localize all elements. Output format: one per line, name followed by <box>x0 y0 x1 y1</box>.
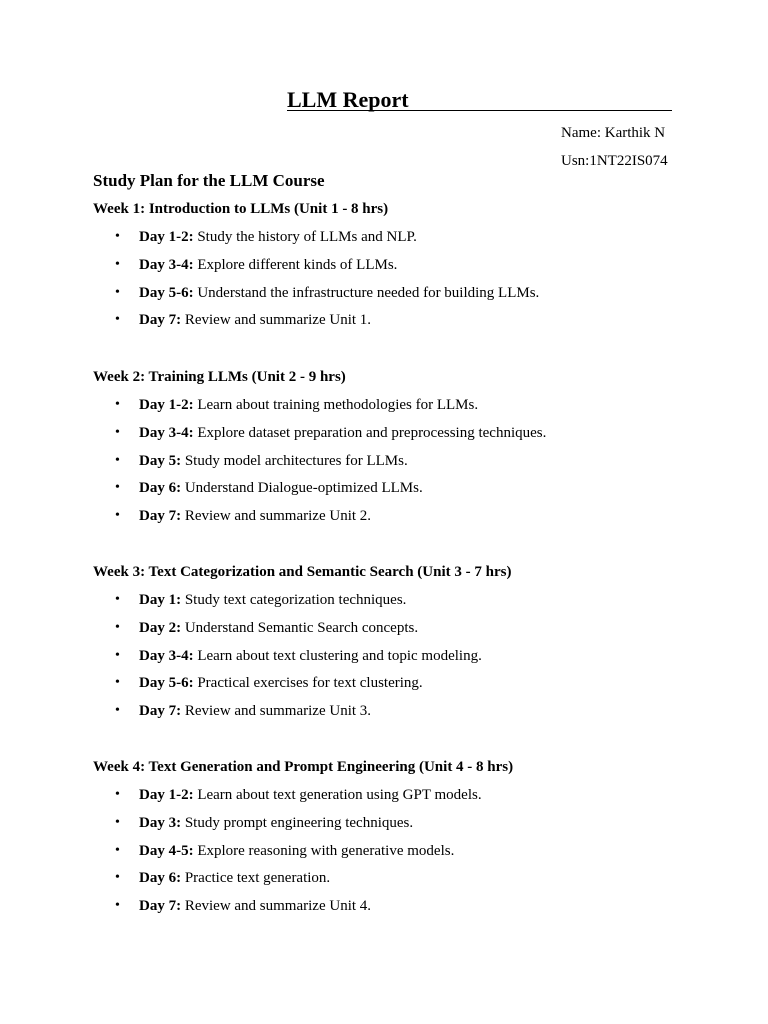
bullet-icon: • <box>115 619 120 635</box>
bullet-icon: • <box>115 424 120 440</box>
list-item <box>0 786 768 814</box>
bullet-icon: • <box>115 592 120 607</box>
bullet-icon: • <box>115 508 120 524</box>
bullet-icon: • <box>115 842 120 858</box>
list-item <box>0 228 768 256</box>
day-description: Study the history of LLMs and NLP. <box>197 229 417 245</box>
bullet-icon: • <box>115 284 120 300</box>
day-label: Day 5: <box>139 452 182 469</box>
day-label: Day 6: <box>139 480 182 497</box>
bullet-icon: • <box>115 452 120 468</box>
bullet-icon: • <box>115 870 120 886</box>
bullet-icon: • <box>115 647 120 663</box>
day-description: Explore reasoning with generative models. <box>197 842 455 859</box>
list-item <box>0 311 768 339</box>
day-description: Understand Dialogue-optimized LLMs. <box>184 480 423 497</box>
list-item <box>0 591 768 619</box>
day-description: Study model architectures for LLMs. <box>184 452 408 469</box>
list-item <box>0 814 768 842</box>
week-4-heading: Week 4: Text Generation and Prompt Engineering (Unit 4 - 8 hrs) <box>93 759 514 775</box>
list-item <box>0 702 768 730</box>
bullet-icon: • <box>115 703 120 719</box>
day-description: Study text categorization techniques. <box>184 592 407 608</box>
list-item <box>0 452 768 480</box>
day-description: Review and summarize Unit 3. <box>184 703 372 720</box>
week-1-heading: Week 1: Introduction to LLMs (Unit 1 - 8 hrs) <box>93 201 389 217</box>
day-label: Day 3: <box>139 814 182 831</box>
bullet-icon: • <box>115 814 120 830</box>
bullet-icon: • <box>115 898 120 914</box>
day-label: Day 4-5: <box>139 842 194 859</box>
week-1-day-list <box>0 228 768 339</box>
bullet-icon: • <box>115 256 120 272</box>
day-label: Day 3-4: <box>139 647 194 664</box>
day-label: Day 3-4: <box>139 424 194 441</box>
bullet-icon: • <box>115 229 120 244</box>
day-description: Understand the infrastructure needed for building LLMs. <box>197 284 540 301</box>
day-label: Day 1: <box>139 592 182 608</box>
week-4-day-list <box>0 786 768 925</box>
day-description: Review and summarize Unit 1. <box>184 312 372 329</box>
day-description: Learn about text generation using GPT models. <box>197 787 482 803</box>
author-usn: Usn:1NT22IS074 <box>561 153 668 169</box>
day-description: Learn about training methodologies for LLMs. <box>197 397 479 413</box>
list-item <box>0 424 768 452</box>
bullet-icon: • <box>115 480 120 496</box>
week-2-day-list <box>0 396 768 535</box>
day-description: Review and summarize Unit 4. <box>184 898 372 915</box>
week-3-day-list <box>0 591 768 730</box>
day-label: Day 7: <box>139 703 182 720</box>
day-label: Day 7: <box>139 312 182 329</box>
bullet-icon: • <box>115 312 120 328</box>
day-description: Practical exercises for text clustering. <box>197 675 423 692</box>
list-item <box>0 897 768 925</box>
day-label: Day 5-6: <box>139 675 194 692</box>
day-label: Day 3-4: <box>139 256 194 273</box>
day-label: Day 6: <box>139 870 182 887</box>
list-item <box>0 284 768 312</box>
day-label: Day 1-2: <box>139 787 194 803</box>
day-description: Practice text generation. <box>184 870 331 887</box>
list-item <box>0 842 768 870</box>
list-item <box>0 256 768 284</box>
bullet-icon: • <box>115 675 120 691</box>
title-underline <box>287 110 672 111</box>
day-label: Day 2: <box>139 619 182 636</box>
list-item <box>0 869 768 897</box>
author-name: Name: Karthik N <box>561 125 666 141</box>
day-description: Explore different kinds of LLMs. <box>197 256 398 273</box>
day-label: Day 7: <box>139 898 182 915</box>
week-2-heading: Week 2: Training LLMs (Unit 2 - 9 hrs) <box>93 369 346 385</box>
day-description: Study prompt engineering techniques. <box>184 814 414 831</box>
day-label: Day 1-2: <box>139 397 194 413</box>
list-item <box>0 674 768 702</box>
list-item <box>0 647 768 675</box>
report-title: LLM Report <box>287 87 409 112</box>
list-item <box>0 396 768 424</box>
title-row <box>0 86 768 116</box>
list-item <box>0 619 768 647</box>
day-label: Day 5-6: <box>139 284 194 301</box>
list-item <box>0 507 768 535</box>
list-item <box>0 479 768 507</box>
bullet-icon: • <box>115 397 120 412</box>
week-3-heading: Week 3: Text Categorization and Semantic Search (Unit 3 - 7 hrs) <box>93 564 512 580</box>
day-description: Understand Semantic Search concepts. <box>184 619 419 636</box>
day-label: Day 7: <box>139 508 182 525</box>
day-description: Learn about text clustering and topic modeling. <box>197 647 482 664</box>
day-label: Day 1-2: <box>139 229 194 245</box>
day-description: Review and summarize Unit 2. <box>184 508 372 525</box>
study-plan-heading: Study Plan for the LLM Course <box>93 171 325 190</box>
day-description: Explore dataset preparation and preprocessing techniques. <box>197 424 547 441</box>
bullet-icon: • <box>115 787 120 802</box>
